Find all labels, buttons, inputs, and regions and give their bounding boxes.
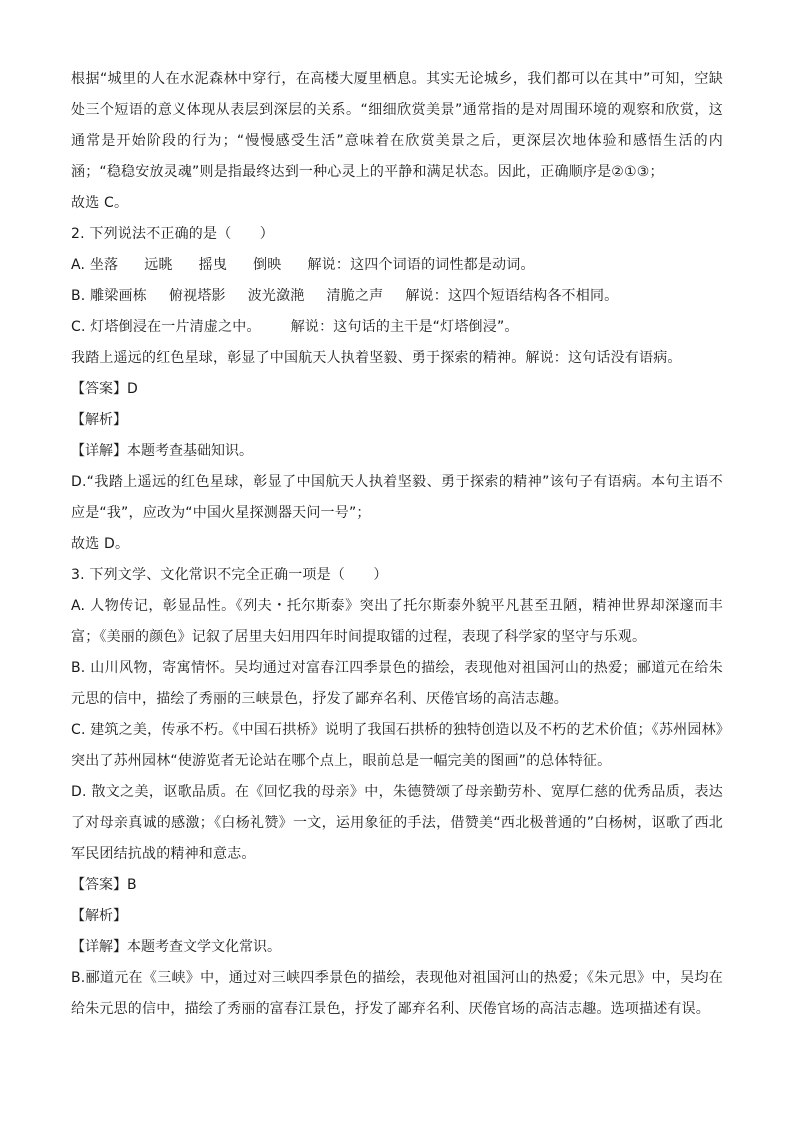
q2-answer-value: D <box>127 381 138 397</box>
q3-detail-tag: 【详解】 <box>71 939 127 955</box>
q3-detail <box>71 932 723 963</box>
q3-explanation: B.郦道元在《三峡》中，通过对三峡四季景色的描绘，表现他对祖国河山的热爱；《朱元思》中，吴均在给朱元思的信中，描绘了秀丽的富春江景色，抒发了鄙弃名利、厌倦官场的高洁志趣。选项描述有误。 <box>71 970 723 1017</box>
q2-option-b-word-2: 俯视塔影 <box>168 288 226 304</box>
q3-detail-text: 本题考查文学文化常识。 <box>127 939 281 955</box>
q2-option-b <box>71 281 723 312</box>
q2-option-c-text: 灯塔倒浸在一片清虚之中。 <box>90 319 261 335</box>
q3-stem: 3. 下列文学、文化常识不完全正确一项是（ ） <box>71 567 388 583</box>
q2-option-b-word-3: 波光潋滟 <box>247 288 305 304</box>
q2-detail-tag: 【详解】 <box>71 443 127 459</box>
q2-option-a-label: A. <box>71 257 90 273</box>
q1-explanation: 根据“城里的人在水泥森林中穿行，在高楼大厦里栖息。其实无论城乡，我们都可以在其中”可知，空缺处三个短语的意义体现从表层到深层的关系。“细细欣赏美景”通常指的是对周围环境的观察和欣赏，这通常是开始阶段的行为；“慢慢感受生活”意味着在欣赏美景之后，更深层次地体验和感悟生活的内涵；“稳稳安放灵魂”则是指最终达到一种心灵上的平静和满足状态。因此，正确顺序是②①③； <box>71 71 723 180</box>
q2-answer-tag: 【答案】 <box>71 381 127 397</box>
q3-option-b: B. 山川风物，寄寓情怀。吴均通过对富春江四季景色的描绘，表现他对祖国河山的热爱；郦道元在给朱元思的信中，描绘了秀丽的三峡景色，抒发了鄙弃名利、厌倦官场的高洁志趣。 <box>71 660 723 707</box>
q3-option-c: C. 建筑之美，传承不朽。《中国石拱桥》说明了我国石拱桥的独特创造以及不朽的艺术价值；《苏州园林》突出了苏州园林“使游览者无论站在哪个点上，眼前总是一幅完美的图画”的总体特征。 <box>71 722 723 769</box>
q2-option-b-word-4: 清脆之声 <box>326 288 384 304</box>
q3-analysis-tag: 【解析】 <box>71 908 127 924</box>
q2-option-a-word-4: 倒映 <box>253 257 282 273</box>
q2-option-c-note: 解说：这句话的主干是“灯塔倒浸”。 <box>290 319 519 335</box>
q2-conclusion: 故选 D。 <box>71 536 130 552</box>
q2-option-a-note: 解说：这四个词语的词性都是动词。 <box>307 257 535 273</box>
q2-stem: 2. 下列说法不正确的是（ ） <box>71 226 275 242</box>
q2-option-a-word-3: 摇曳 <box>198 257 228 273</box>
q2-option-b-note: 解说：这四个短语结构各不相同。 <box>405 288 619 304</box>
q2-option-c <box>71 312 723 343</box>
q2-option-a-word-1: 坐落 <box>89 257 119 273</box>
q2-option-d: 我踏上遥远的红色星球，彰显了中国航天人执着坚毅、勇于探索的精神。解说：这句话没有语病。 <box>71 350 682 366</box>
q3-answer <box>71 870 723 901</box>
q2-explanation: D.“我踏上遥远的红色星球，彰显了中国航天人执着坚毅、勇于探索的精神”该句子有语病。本句主语不应是“我”，应改为“中国火星探测器天问一号”； <box>71 474 723 521</box>
q2-detail <box>71 436 723 467</box>
q3-answer-value: B <box>127 877 137 893</box>
q2-option-c-label: C. <box>71 319 91 335</box>
q2-analysis-tag: 【解析】 <box>71 412 127 428</box>
q2-option-a <box>71 250 723 281</box>
q2-detail-text: 本题考查基础知识。 <box>127 443 253 459</box>
q2-option-b-word-1: 雕梁画栋 <box>90 288 147 304</box>
q2-option-a-word-2: 远眺 <box>144 257 173 273</box>
q1-conclusion: 故选 C。 <box>71 195 129 211</box>
document-page <box>71 64 723 1025</box>
q3-option-a: A. 人物传记，彰显品性。《列夫・托尔斯泰》突出了托尔斯泰外貌平凡甚至丑陋，精神世界却深邃而丰富；《美丽的颜色》记叙了居里夫妇用四年时间提取镭的过程，表现了科学家的坚守与乐观。 <box>71 598 723 645</box>
q2-option-b-label: B. <box>71 288 91 304</box>
q3-option-d: D. 散文之美，讴歌品质。在《回忆我的母亲》中，朱德赞颂了母亲勤劳朴、宽厚仁慈的优秀品质，表达了对母亲真诚的感激；《白杨礼赞》一文，运用象征的手法，借赞美“西北极普通的”白杨树，讴歌了西北军民团结抗战的精神和意志。 <box>71 784 723 862</box>
q3-answer-tag: 【答案】 <box>71 877 127 893</box>
q2-answer <box>71 374 723 405</box>
